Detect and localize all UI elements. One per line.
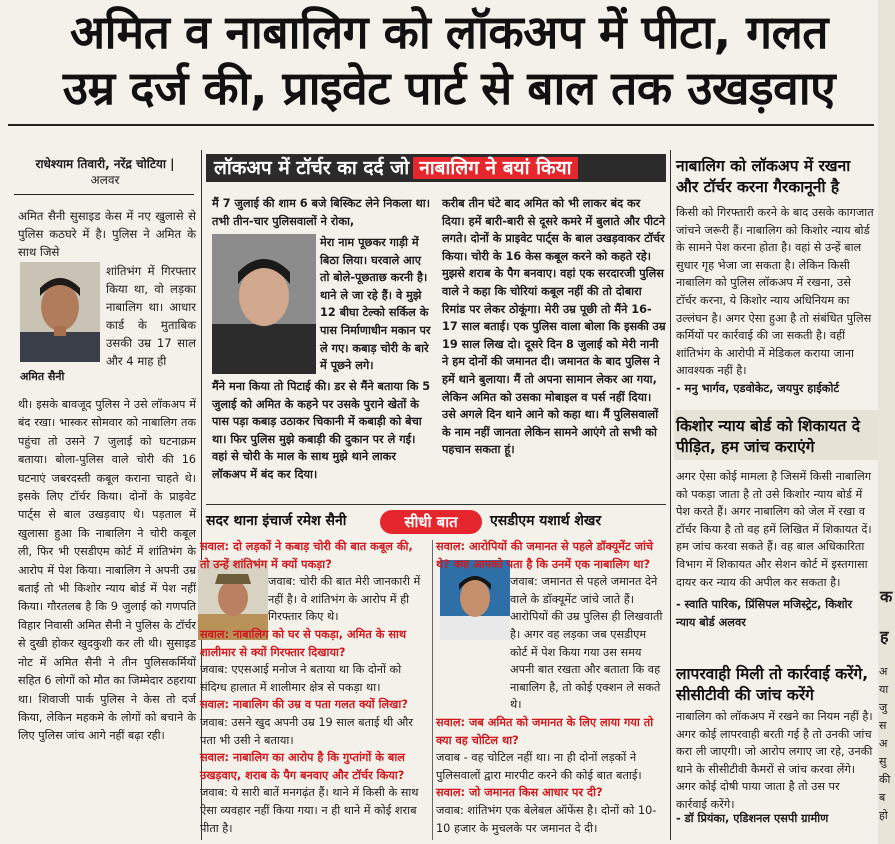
story-col1-bottom: मैंने मना किया तो पिटाई की। डर से मैंने बताया कि 5 जुलाई को अमित के कहने पर उसके पुराने खेतों के पास पड़ा कबाड़ उठाकर चिकानी में कबाड़ी को बेचा था। फिर पुलिस मुझे कबाड़ी की दुकान पर ले गई। वहां से चोरी के माल के साथ मुझे थाने लाकर लॉकअप में बंद कर दिया। xyxy=(212,380,431,481)
left-beside-photo: शांतिभंग में गिरफ्तार किया था, वो लड़का नाबालिग था। आधार कार्ड के मुताबिक उसकी उम्र 17 साल और 4 माह ही xyxy=(106,264,196,368)
qa-top-rule xyxy=(206,504,666,505)
right-sec3-sign: - डॉ प्रियंका, एडिशनल एसपी ग्रामीण xyxy=(676,812,829,825)
qa-left-item-3 xyxy=(200,696,422,749)
banner-highlight: नाबालिग ने बयां किया xyxy=(413,157,577,179)
story-col2: करीब तीन घंटे बाद अमित को भी लाकर बंद कर दिया। हमें बारी-बारी से दूसरे कमरे में बुलाते और पीटने लगते। दोनों के प्राइवेट पार्ट्स के बाल उखड़वाकर टॉर्चर किया। चोरी के 16 केस कबूल करने को कहते रहे। मुझसे शराब के पैग बनवाए। वहां एक सरदारजी पुलिस वाले ने कहा कि चोरियां कबूल नहीं की तो दोबारा रिमांड पर लेकर ठोकूंगा। मेरी उम्र पूछी तो मैंने 16-17 साल बताई। एक पुलिस वाला बोला कि इसकी उम्र 19 साल लिख दो। दूसरे दिन 8 जुलाई को मेरी नानी ने हम दोनों की जमानत दी। जमानत के बाद पुलिस ने हमें थाने बुलाया। मैं तो अपना सामान लेकर आ गया, लेकिन अमित को उसका मोबाइल व पर्स नहीं दिया। उसे अगले दिन थाने आने को कहा था। मैं पुलिसवालों के नाम नहीं जानता लेकिन सामने आएंगे तो सभी को पहचान सकता हूं। xyxy=(442,197,666,457)
qa-right-q3: सवाल: जो जमानत किस आधार पर दी? xyxy=(436,786,603,800)
qa-divider xyxy=(432,540,433,840)
left-body: थी। इसके बावजूद पुलिस ने उसे लॉकअप में बंद रखा। भास्कर सोमवार को नाबालिग तक पहुंचा तो उसने 7 जुलाई को घटनाक्रम बताया। बोला-पुलिस वाले चोरी की 16 घटनाएं जबरदस्ती कबूल कराना चाहते थे। इसके लिए टॉर्चर किया। दोनों के प्राइवेट पार्ट्स से बाल उखड़वाए थे। पड़ताल में खुलासा हुआ कि नाबालिग ने चोरी कबूल ली, फिर भी एसडीएम कोर्ट में शांतिभंग के आरोप में पेश किया। नाबालिग ने अपनी उम्र बताई तो भी किशोर न्याय बोर्ड में पेश नहीं किया। गौरतलब है कि 9 जुलाई को गणपति विहार निवासी अमित सैनी ने पुलिस के टॉर्चर से दुखी होकर खुदकुशी कर ली थी। सुसाइड नोट में अमित सैनी ने तीन पुलिसकर्मियों सहित 6 लोगों को मौत का जिम्मेदार ठहराया था। शिवाजी पार्क पुलिस ने केस तो दर्ज किया, लेकिन महकमे के लोगों को बचाने के लिए पुलिस जांच आगे नहीं बढ़ा रही। xyxy=(18,398,196,743)
byline-rule xyxy=(14,194,194,195)
qa-left-q1: सवाल: दो लड़कों ने कबाड़ चोरी की बात कबूल की, तो उन्हें शांतिभंग में क्यों पकड़ा? xyxy=(200,540,413,571)
edge-fragment-2: ह xyxy=(880,627,889,646)
qa-left-q2: सवाल: नाबालिग को घर से पकड़ा, अमित के साथ शालीमार से क्यों गिरफ्तार दिखाया? xyxy=(200,627,407,659)
qa-left-item-4 xyxy=(200,749,422,837)
story-banner xyxy=(206,154,666,182)
byline-place: अलवर xyxy=(90,173,120,187)
amit-portrait-image xyxy=(20,262,100,362)
qa-right-item-2 xyxy=(436,714,666,784)
qa-left-q3: सवाल: नाबालिग की उम्र व पता गलत क्यों लिखा? xyxy=(200,698,408,712)
edge-fragment-8: सु xyxy=(879,755,887,768)
minor-blurred-image xyxy=(212,234,316,374)
qa-left-item-2 xyxy=(200,626,422,696)
headline-line-2: उम्र दर्ज की, प्राइवेट पार्ट से बाल तक उखड़वाए xyxy=(62,61,836,115)
qa-left-a3: जवाब: उसने खुद अपनी उम्र 19 साल बताई थी और पता भी उसी ने बताया। xyxy=(200,715,413,747)
amit-photo xyxy=(20,262,100,362)
qa-left-name: सदर थाना इंचार्ज रमेश सैनी xyxy=(206,513,347,529)
column-divider-2 xyxy=(670,150,671,840)
qa-left-a1: जवाब: चोरी की बात मेरी जानकारी में नहीं है। वे शांतिभंग के आरोप में ही गिरफ्तार किए थे। xyxy=(268,575,421,624)
qa-right-a1: जवाब: जमानत से पहले जमानत देने वाले के डॉक्यूमेंट जांचे जाते हैं। आरोपियों की उम्र पुलिस ही लिखवाती है। अगर वह लड़का जब एसडीएम कोर्ट में पेश किया गया उस समय अपनी बात रखता और बताता कि वह नाबालिग है, तो कोई एक्शन ले सकते थे। xyxy=(510,575,663,712)
qa-right-q2: सवाल: जब अमित को जमानत के लिए लाया गया तो क्या वह चोटिल था? xyxy=(436,715,654,747)
edge-strip xyxy=(878,0,895,844)
byline-reporters: राधेश्याम तिवारी, नरेंद्र चोटिया | xyxy=(35,157,175,171)
right-sec2-sign: - स्वाति पारिक, प्रिंसिपल मजिस्ट्रेट, किशोर न्याय बोर्ड अलवर xyxy=(676,598,853,629)
qa-left-a2: जवाब: एएसआई मनोज ने बताया था कि दोनों को संदिग्ध हालात में शालीमार क्षेत्र से पकड़ा था। xyxy=(200,663,402,694)
qa-right-item-1 xyxy=(436,538,666,714)
qa-left-a4: जवाब: ये सारी बातें मनगढ़ंत हैं। थाने में किसी के साथ ऐसा व्यवहार नहीं किया गया। न ही थाने में कोई शराब पीता है। xyxy=(200,786,419,835)
qa-left-list xyxy=(200,538,422,837)
qa-right-item-3 xyxy=(436,784,666,837)
right-sec2-head: किशोर न्याय बोर्ड को शिकायत दे पीड़ित, हम जांच कराएंगे xyxy=(676,417,860,456)
minor-photo xyxy=(212,234,316,374)
qa-right-q1: सवाल: आरोपियों की जमानत से पहले डॉक्यूमेंट जांचे थे? क्या आपको पता है कि उनमें एक नाबालिग था? xyxy=(436,540,654,571)
edge-fragment-4: या xyxy=(879,683,889,696)
qa-right-a2: जवाब - वह चोटिल नहीं था। ना ही दोनों लड़कों ने पुलिसवालों द्वारा मारपीट करने की कोई बात बताई। xyxy=(436,751,642,782)
left-intro: अमित सैनी सुसाइड केस में नए खुलासे से पुलिस कठघरे में है। पुलिस ने अमित के साथ जिसे xyxy=(18,209,196,259)
qa-pill: सीधी बात xyxy=(380,510,482,534)
edge-fragment-1: क xyxy=(880,587,893,606)
right-sec1-head: नाबालिग को लॉकअप में रखना और टॉर्चर करना गैरकानूनी है xyxy=(676,157,851,196)
headline-rule xyxy=(8,124,874,126)
edge-fragment-9: की xyxy=(879,773,891,786)
qa-left-item-1 xyxy=(200,538,422,626)
headline xyxy=(14,4,884,116)
amit-photo-caption: अमित सैनी xyxy=(20,370,65,383)
byline xyxy=(12,156,198,188)
banner-prefix: लॉकअप में टॉर्चर का दर्द जो xyxy=(214,157,410,179)
edge-fragment-6: स xyxy=(879,719,887,732)
edge-fragment-10: ब xyxy=(879,791,886,804)
edge-fragment-5: जु xyxy=(879,701,888,714)
headline-line-1: अमित व नाबालिग को लॉकअप में पीटा, गलत xyxy=(70,5,828,59)
right-sec2-body: अगर ऐसा कोई मामला है जिसमें किसी नाबालिग को पकड़ा जाता है तो उसे किशोर न्याय बोर्ड में पेश करते हैं। अगर नाबालिग को जेल में रखा व टॉर्चर किया है तो वह हमें लिखित में शिकायत दें। हम जांच करवा सकते हैं। वह बाल अधिकारिता विभाग में शिकायत और सेशन कोर्ट में इस्तगासा दायर कर न्याय की अपील कर सकता है। xyxy=(676,470,872,589)
right-sec3-body: नाबालिग को लॉकअप में रखने का नियम नहीं है। अगर कोई लापरवाही बरती गई है तो उनकी जांच करा ली जाएगी। जो आरोप लगाए जा रहे, उनकी थाने के सीसीटीवी कैमरों से जांच करवा लेंगे। अगर कोई दोषी पाया जाता है तो उस पर कार्रवाई करेंगे। xyxy=(676,710,873,811)
qa-right-a3: जवाब: शांतिभंग एक बेलेबल ऑफेंस है। दोनों को 10-10 हजार के मुचलके पर जमानत दे दी। xyxy=(436,803,657,835)
edge-fragment-11: हो xyxy=(879,809,888,822)
story-col1-top: मैं 7 जुलाई की शाम 6 बजे बिस्किट लेने निकला था। तभी तीन-चार पुलिसवालों ने रोका, xyxy=(212,197,430,228)
qa-right-name: एसडीएम यशार्थ शेखर xyxy=(490,513,602,529)
qa-right-list xyxy=(436,538,666,837)
story-col1-side: मेरा नाम पूछकर गाड़ी में बिठा लिया। घरवाले आए तो बोले-पूछताछ करनी है। थाने ले जा रहे हैं। वे मुझे 12 बीघा टेल्को सर्किल के पास निर्माणाधीन मकान पर ले गए। कबाड़ चोरी के बारे में पूछने लगे। xyxy=(320,236,431,373)
edge-fragment-7: अ xyxy=(879,737,888,750)
qa-left-q4: सवाल: नाबालिग का आरोप है कि गुप्तांगों के बाल उखड़वाए, शराब के पैग बनवाए और टॉर्चर किया? xyxy=(200,751,405,782)
right-sec1-sign: - मनु भार्गव, एडवोकेट, जयपुर हाईकोर्ट xyxy=(676,382,840,395)
edge-fragment-3: अ xyxy=(879,665,888,678)
right-sec1-body: किसी को गिरफ्तारी करने के बाद उसके कागजात जांचने जरूरी हैं। नाबालिग को किशोर न्याय बोर्ड के सामने पेश करना होता है। वहां से उन्हें बाल सुधार गृह भेजा जा सकता है। लेकिन किसी नाबालिग को पुलिस लॉकअप में रखना, उसे टॉर्चर करना, ये किशोर न्याय अधिनियम का उल्लंघन है। अगर ऐसा हुआ है तो संबंधित पुलिस कर्मियों पर कार्रवाई की जा सकती है। वहीं शांतिभंग के आरोपी में मेडिकल कराया जाना आवश्यक नहीं है। xyxy=(676,206,874,378)
right-sec3-head: लापरवाही मिली तो कार्रवाई करेंगे, सीसीटीवी की जांच करेंगे xyxy=(676,665,869,704)
